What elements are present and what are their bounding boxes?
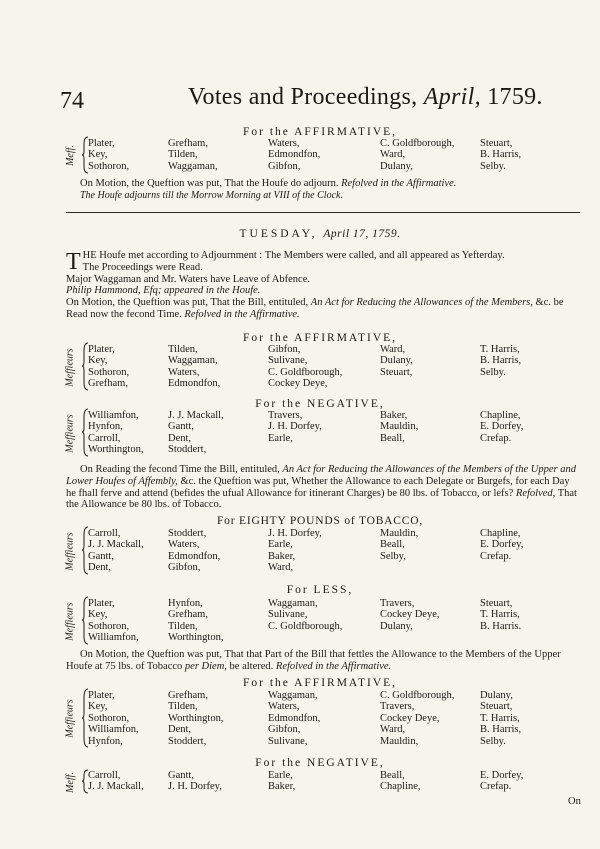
paragraph: THE Houfe met according to Adjournment : The Members were called, and all appeared as Yefterday. The Proceedings were Read. Major Waggaman and Mr. Waters have Leave of Abfence. Philip Hammond, Efq; appeared in the Houfe. On Motion, the Queftion was put, That the Bill, entituled, An Act for Reducing the Allowances of the Members, &c. be Read now the fecond Time. Refolved in the Affirmative. xyxy=(66,249,564,320)
vote-heading: For the NEGATIVE, xyxy=(255,398,385,410)
catchword: On xyxy=(568,796,581,807)
vote-heading: For the AFFIRMATIVE, xyxy=(242,332,398,344)
vote-heading: For the AFFIRMATIVE, xyxy=(242,126,398,138)
role-label: Meff. xyxy=(64,771,76,793)
page-number: 74 xyxy=(60,88,84,114)
vote-heading: For the NEGATIVE, xyxy=(255,757,385,769)
paragraph: On Motion, the Queftion was put, That the Houfe do adjourn. Refolved in the Affirmative. The Houfe adjourns till the Morrow Morning at VIII of the Clock. xyxy=(80,178,457,201)
running-header xyxy=(60,84,560,116)
running-title: Votes and Proceedings, April, 1759. xyxy=(188,84,543,110)
journal-page: 74 Votes and Proceedings, April, 1759. For the AFFIRMATIVE, Meff. Plater, Grefham, Waters, C. Goldfborough, Steuart, Key, Tilden, Edmondfon, Ward, B. Harris, Sothoron, Waggaman, Gibfon, Dulany, Selby. On Motion, the Queftion was put, That the Houfe do adjourn. Refolved in the Affirmative. The Houfe adjourns till the Morrow Morning at VIII of the Clock. TUESDAY, April 17, 1759. THE Houfe met according to Adjournment : The Members were called, and all appeared as Yefterday. The Proceedings were Read. Major Waggaman and Mr. Waters have Leave of Abfence. Philip Hammond, Efq; appeared in the Houfe. On Motion, the Queftion was put, That the Bill, entituled, An Act for Reducing the Allowances of the Members, &c. be Read now the fecond Time. Refolved in the Affirmative. For the AFFIRMATIVE, Meffieurs Plater, Tilden, Gibfon, Ward, T. Harris, Key, Waggaman, Sulivane, Dulany, B. Harris, Sothoron, Waters, C. Goldfborough, Steuart, Selby. Grefham, Edmondfon, Cockey Deye, For the NEGATIVE, Meffieurs Williamfon, J. J. Mackall, Travers, Baker, Chapline, Hynfon, Gantt, J. H. Dorfey, Mauldin, E. Dorfey, Carroll, Dent, Earle, Beall, Crefap. Worthington, Stoddert, On Reading the fecond Time the Bill, entituled, An Act for Reducing the Allowances of the Members of the Upper and Lower Houfes of Affembly, &c. the Queftion was put, Whether the Allowance to each Delegate or Burgefs, for each Day he fhall ferve and attend (befides the ufual Allowance for itinerant Charges) be 80 lbs. of Tobacco, or lefs? Refolved, That the Allowance be 80 lbs. of Tobacco. For EIGHTY POUNDS of TOBACCO, Meffieurs Carroll, Stoddert, J. H. Dorfey, Mauldin, Chapline, J. J. Mackall, Waters, Earle, Beall, E. Dorfey, Gantt, Edmondfon, Baker, Selby, Crefap. Dent, Gibfon, Ward, For LESS, Meffieurs Plater, Hynfon, Waggaman, Travers, Steuart, Key, Grefham, Sulivane, Cockey Deye, T. Harris, Sothoron, Tilden, C. Goldfborough, Dulany, B. Harris. Williamfon, Worthington, On Motion, the Queftion was put, That that Part of the Bill that fettles the Allowance to the Members of the Upper Houfe at 75 lbs. of Tobacco per Diem, be altered. Refolved in the Affirmative. For the AFFIRMATIVE, Meffieurs Plater, Grefham, Waggaman, C. Goldfborough, Dulany, Key, Tilden, Waters, Travers, Steuart, Sothoron, Worthington, Edmondfon, Cockey Deye, T. Harris, Williamfon, Dent, Gibfon, Ward, B. Harris, Hynfon, Stoddert, Sulivane, Mauldin, Selby. For the NEGATIVE, Meff. Carroll, Gantt, Earle, Beall, E. Dorfey, J. J. Mackall, J. H. Dorfey, Baker, Chapline, Crefap. On xyxy=(60,84,581,807)
role-label: Meffieurs xyxy=(64,531,76,571)
role-label: Meffieurs xyxy=(64,699,76,738)
vote-heading: For EIGHTY POUNDS of TOBACCO, xyxy=(216,515,424,527)
day-heading: TUESDAY, April 17, 1759. xyxy=(239,228,401,240)
role-label: Meff. xyxy=(64,145,76,166)
divider xyxy=(66,212,580,213)
vote-heading: For LESS, xyxy=(286,584,354,596)
paragraph: On Reading the fecond Time the Bill, entituled, An Act for Reducing the Allowances of the Members of the Upper and Lower Houfes of Affembly, &c. the Queftion was put, Whether the Allowance to each Delegate or Burgefs, for each Day he fhall ferve and attend (befides the ufual Allowance for itinerant Charges) be 80 lbs. of Tobacco, or lefs? Refolved, That the Allowance be 80 lbs. of Tobacco. xyxy=(66,464,577,511)
role-label: Meffieurs xyxy=(64,347,76,387)
paragraph: On Motion, the Queftion was put, That that Part of the Bill that fettles the Allowance to the Members of the Upper Houfe at 75 lbs. of Tobacco per Diem, be altered. Refolved in the Affirmative. xyxy=(66,649,561,672)
role-label: Meffieurs xyxy=(64,601,76,641)
vote-heading: For the AFFIRMATIVE, xyxy=(242,677,398,689)
role-label: Meffieurs xyxy=(64,413,76,453)
